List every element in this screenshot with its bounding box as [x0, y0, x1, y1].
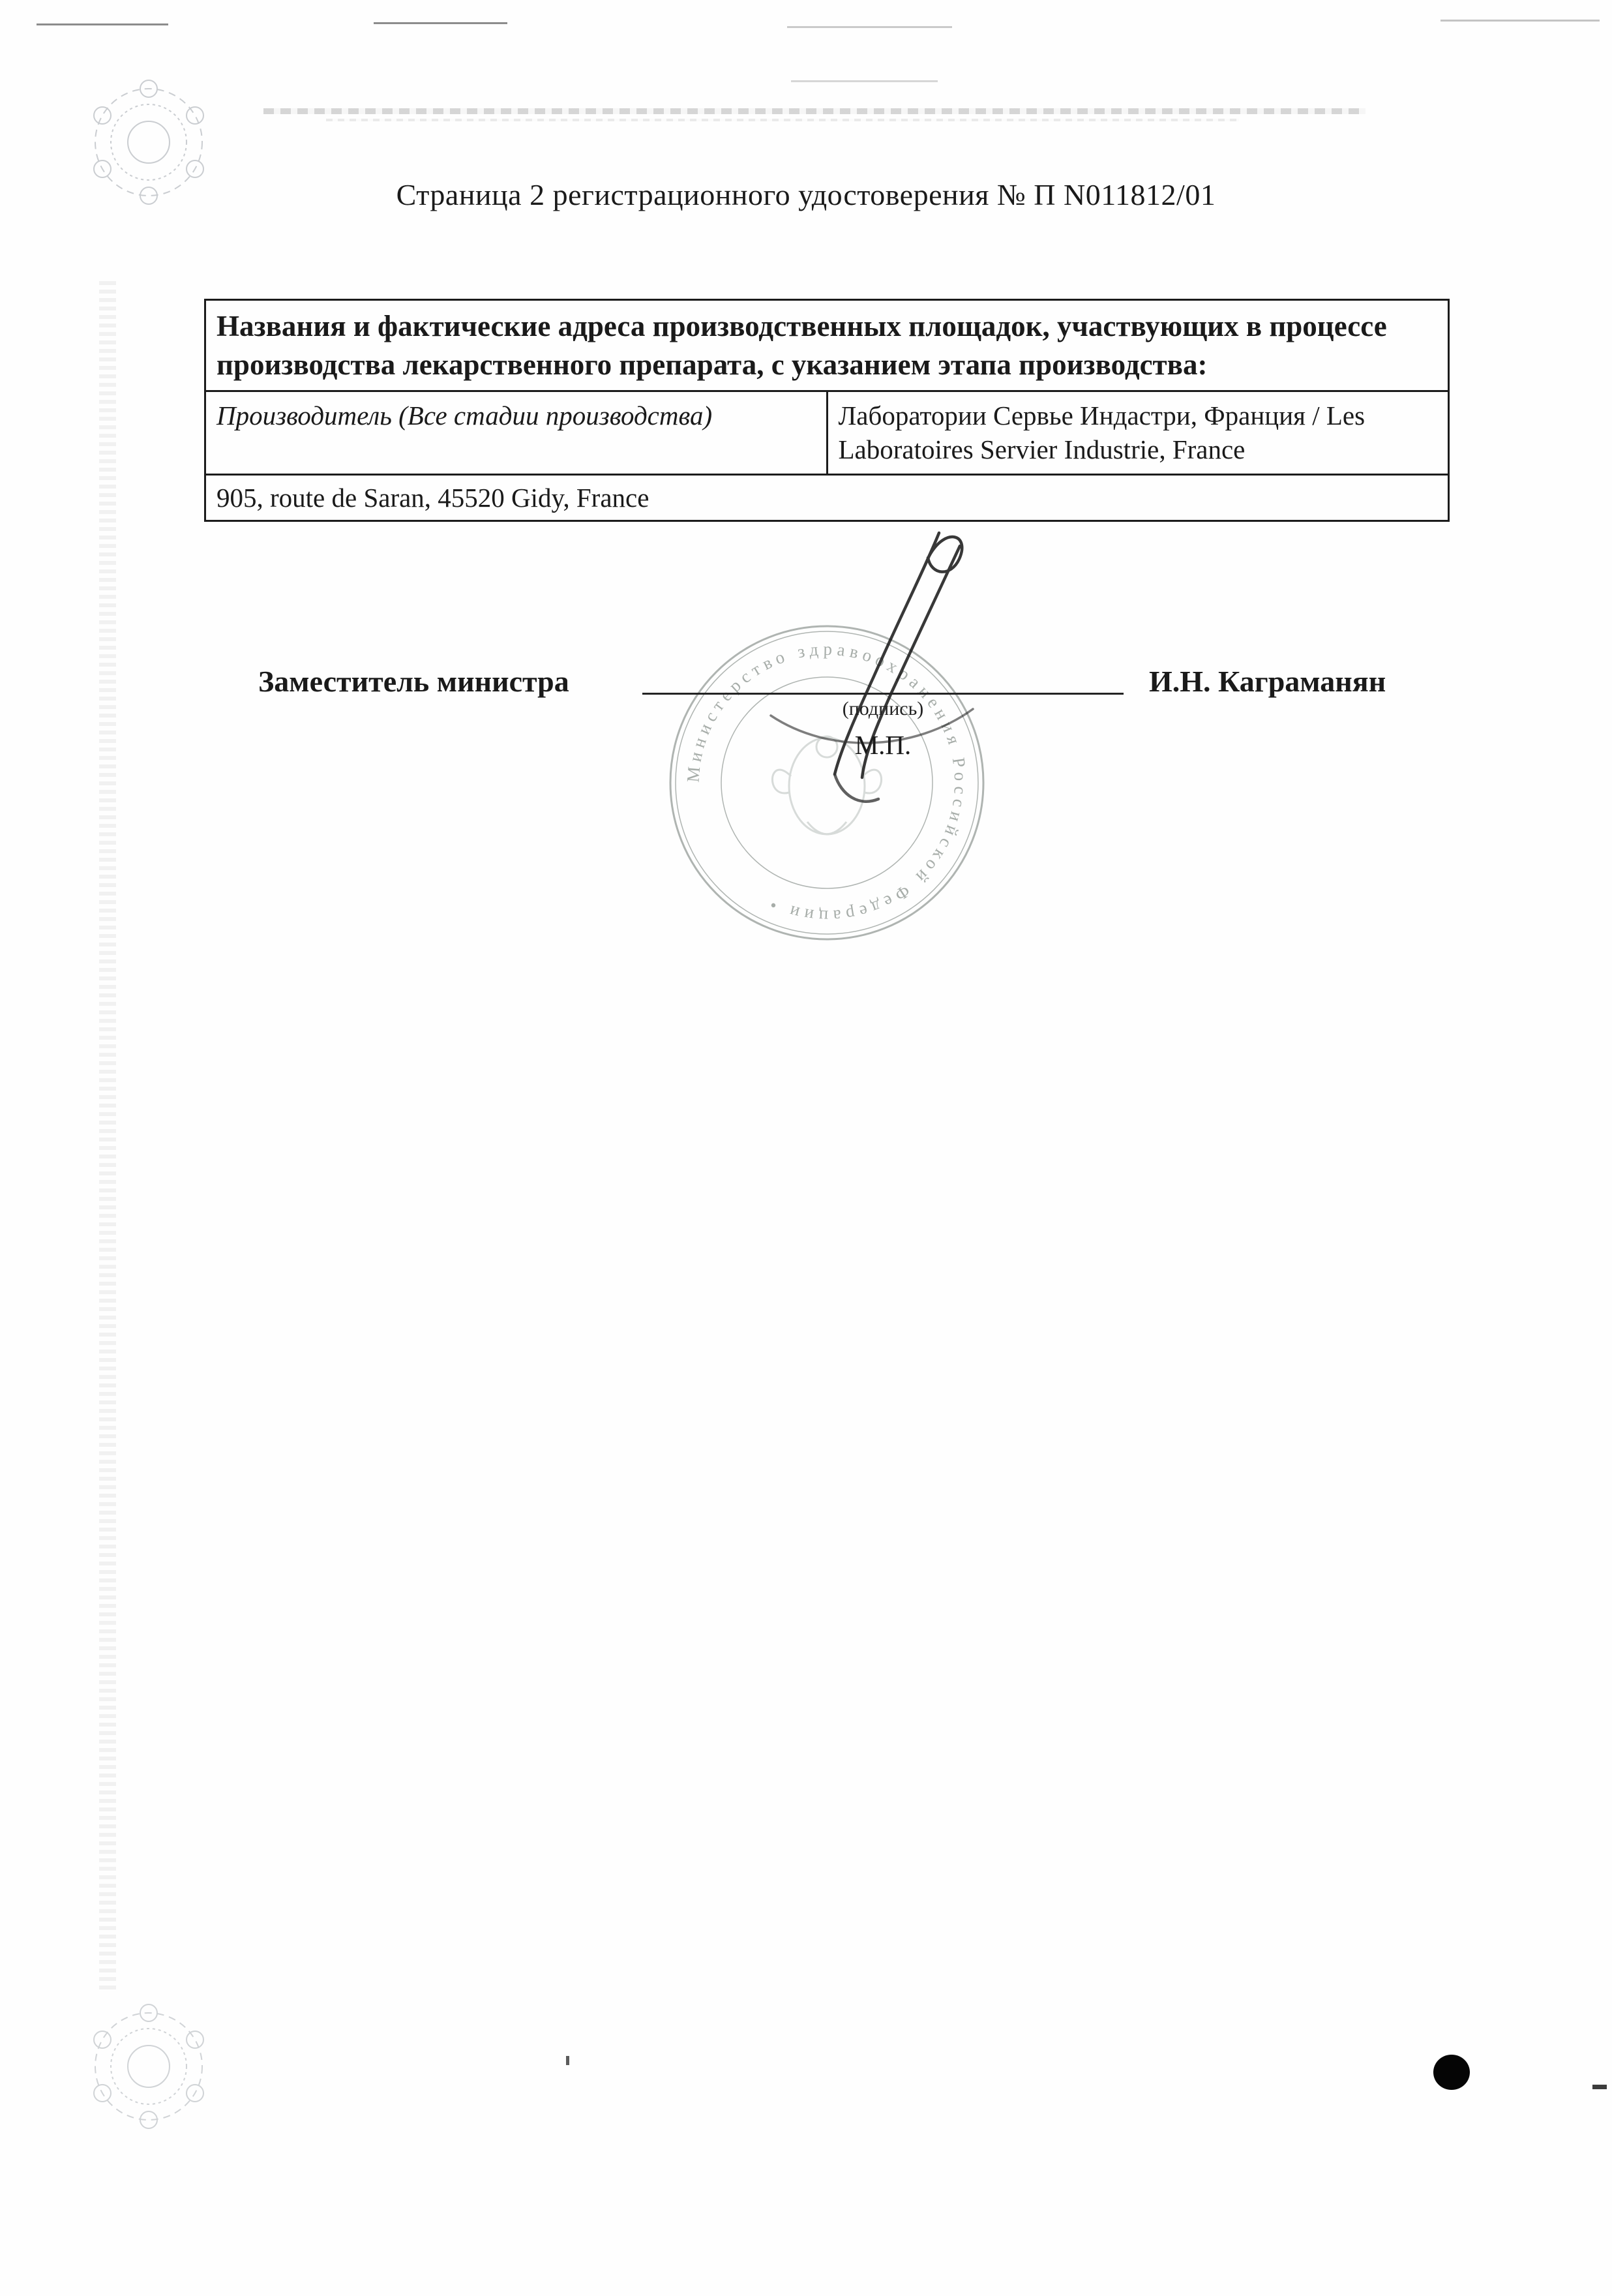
scan-artifact-edge	[99, 280, 116, 1989]
producer-address-cell: 905, route de Saran, 45520 Gidy, France	[205, 474, 1449, 521]
signature-caption: (подпись)	[842, 698, 924, 719]
scan-artifact-dash	[37, 23, 168, 25]
page-title: Страница 2 регистрационного удостоверения № П N011812/01	[396, 178, 1216, 211]
producer-role-cell: Производитель (Все стадии производства)	[205, 391, 828, 475]
table-title-cell: Названия и фактические адреса производственных площадок, участвующих в процессе производства лекарственного препарата, с указанием этапа производства:	[205, 300, 1449, 391]
seal-ring-text: Министерство здравоохранения Российской Федерации •	[683, 639, 971, 927]
producer-name-cell: Лаборатории Сервье Индастри, Франция / Les Laboratoires Servier Industrie, France	[827, 391, 1449, 475]
handwritten-signature	[743, 519, 991, 825]
signer-post-label: Заместитель министра	[258, 665, 569, 698]
scan-artifact-dash	[791, 80, 938, 82]
signer-name-label: И.Н. Каграманян	[1149, 665, 1386, 698]
scan-artifact-band	[326, 119, 1239, 121]
seal-place-abbr: М.П.	[854, 730, 912, 760]
scan-artifact-edge-tick	[1592, 2085, 1607, 2089]
signature-line	[642, 693, 1124, 695]
punch-hole-dot	[1433, 2055, 1470, 2090]
production-sites-table	[204, 299, 1450, 522]
scan-artifact-dash	[374, 22, 507, 24]
scan-artifact-band	[263, 108, 1366, 114]
guilloche-rosette-icon	[83, 1995, 214, 2138]
scan-artifact-dash	[787, 26, 952, 28]
scan-artifact-dash	[1440, 20, 1600, 22]
scan-artifact-speck	[566, 2056, 569, 2065]
